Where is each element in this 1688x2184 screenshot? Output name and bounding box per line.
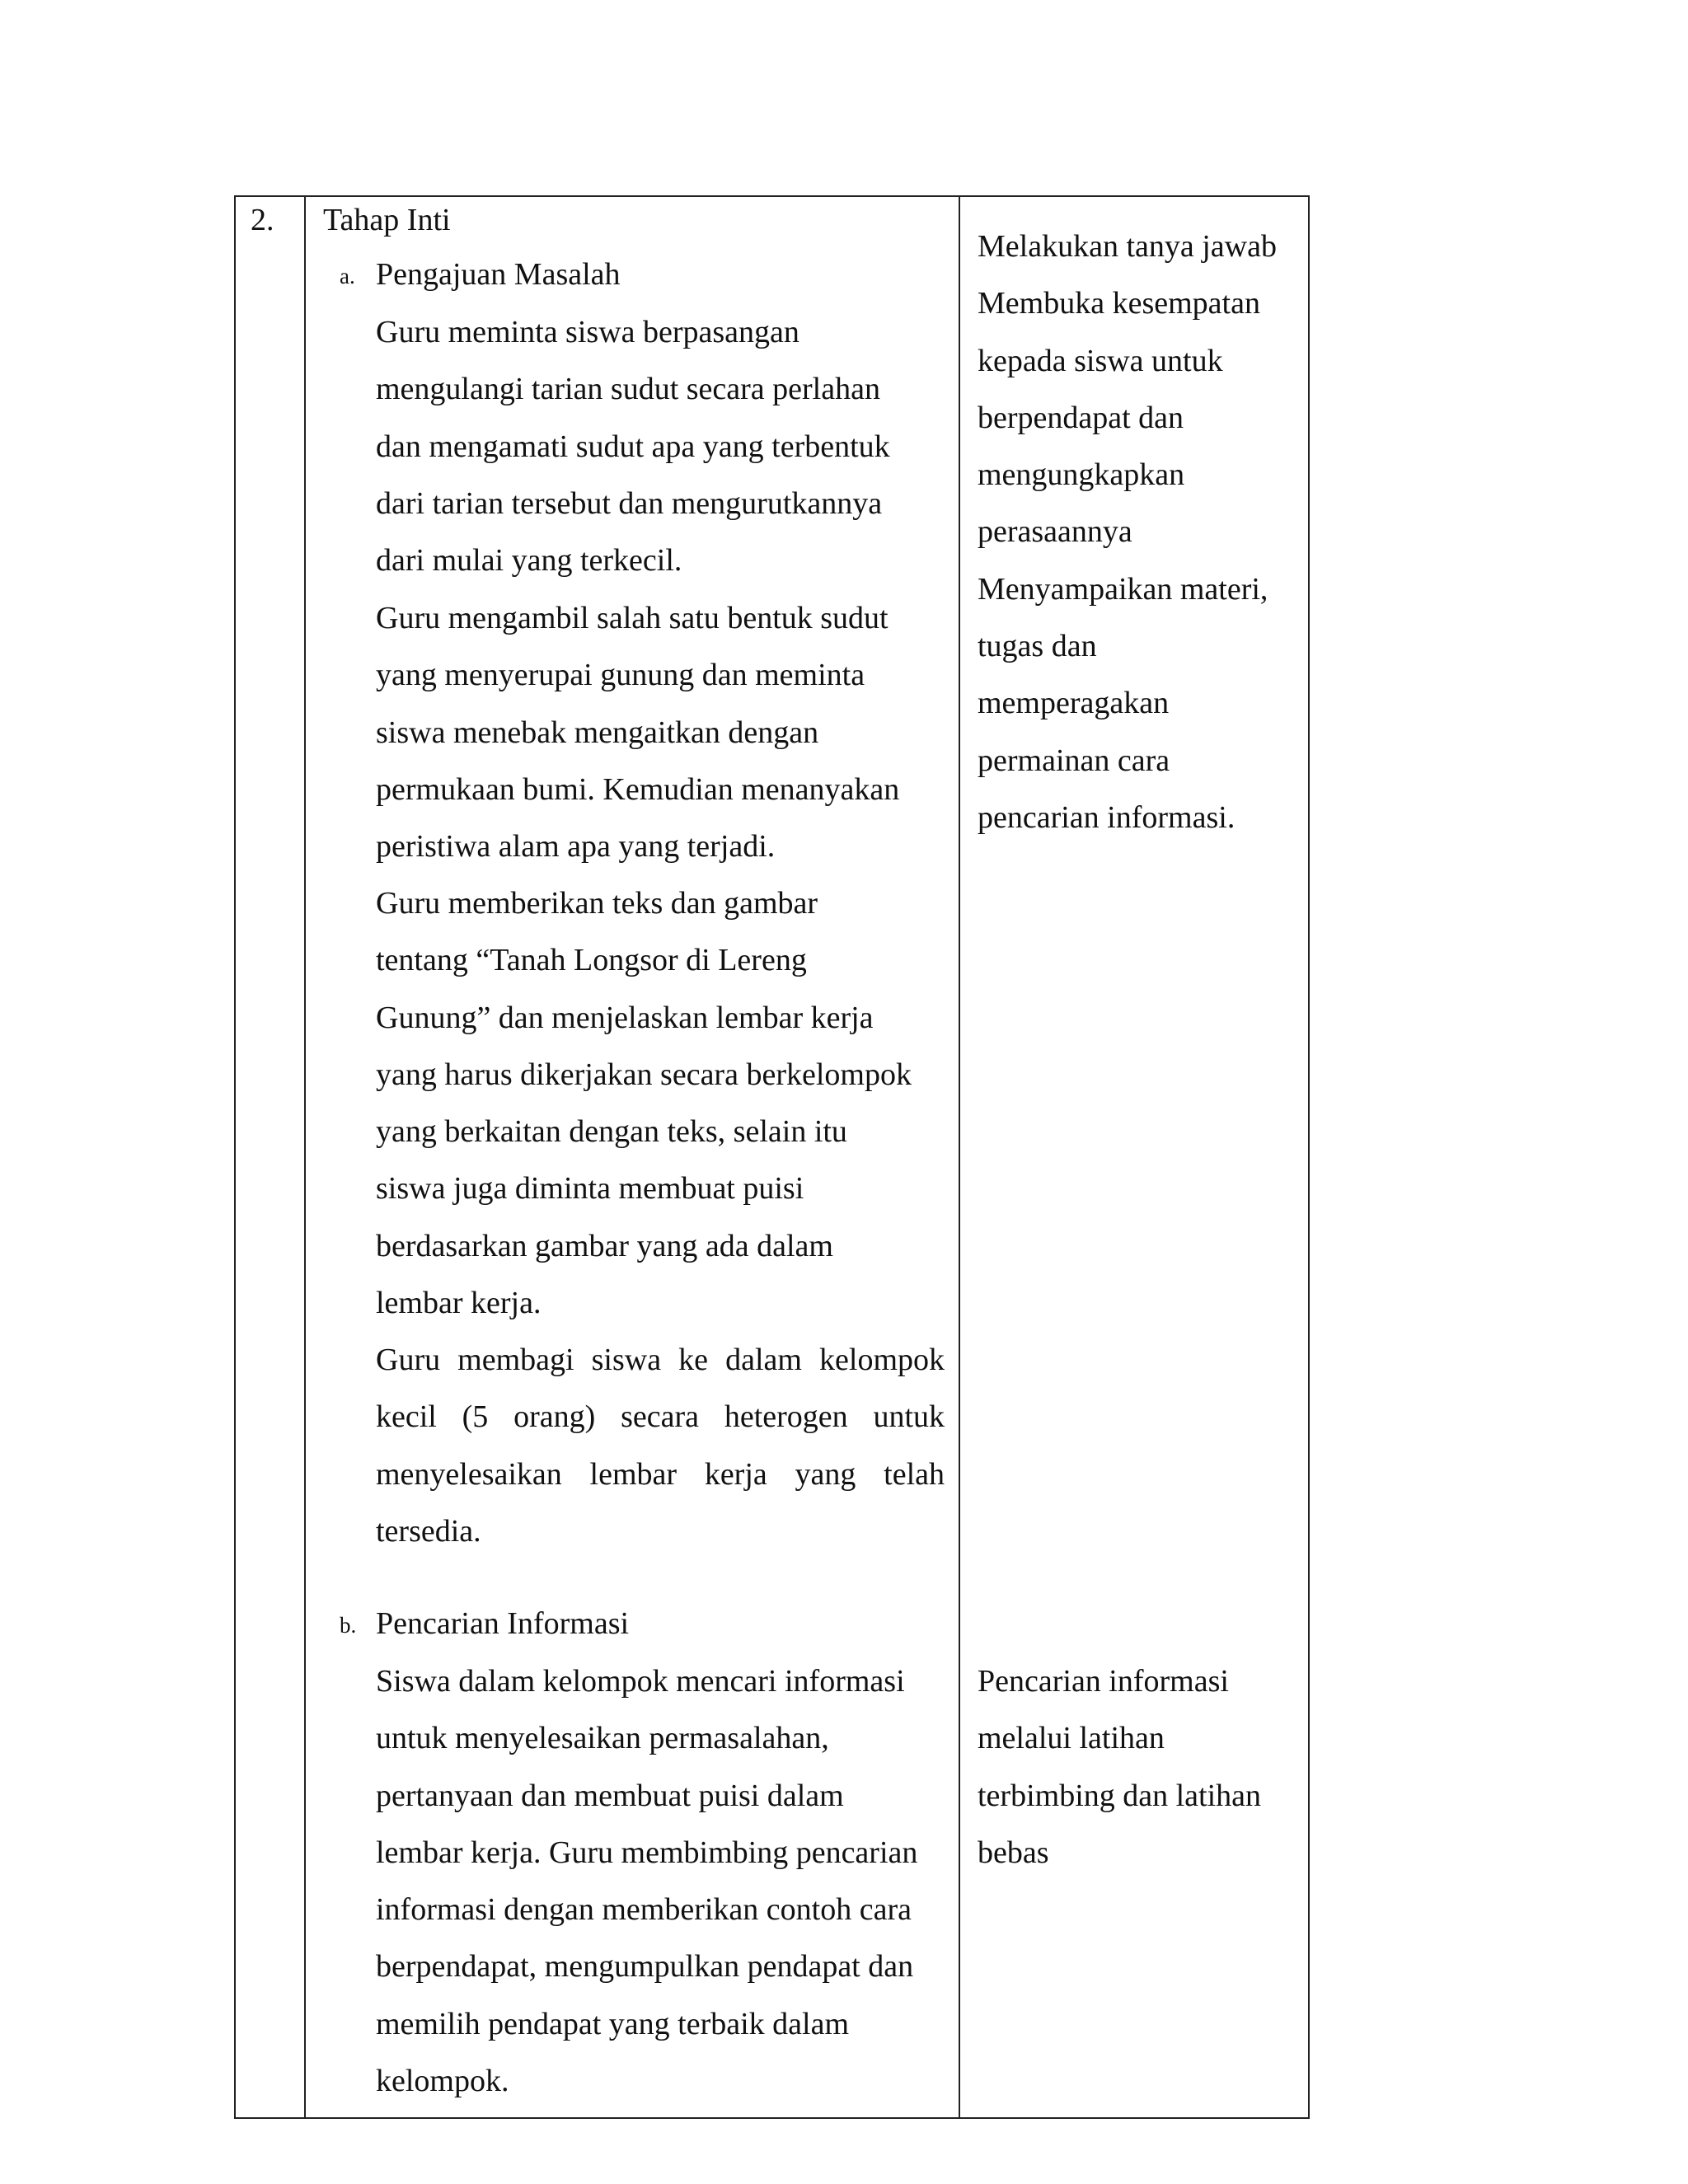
note-line: tugas dan [978, 629, 1097, 664]
text-line: peristiwa alam apa yang terjadi. [376, 829, 776, 865]
text-line: informasi dengan memberikan contoh cara [376, 1892, 912, 1928]
text-line: yang harus dikerjakan secara berkelompok [376, 1057, 912, 1092]
note-line: Membuka kesempatan [978, 286, 1260, 321]
section-a-paragraph-2 [376, 590, 899, 875]
column-divider-2 [959, 197, 960, 2117]
text-line: berdasarkan gambar yang ada dalam [376, 1228, 833, 1263]
row-number: 2. [251, 203, 274, 237]
section-a-paragraph-1 [376, 304, 890, 589]
text-line: Gunung” dan menjelaskan lembar kerja [376, 1000, 874, 1035]
list-marker-a: a. [340, 264, 355, 288]
text-line: pertanyaan dan membuat puisi dalam [376, 1778, 844, 1813]
text-line: kelompok. [376, 2064, 509, 2099]
right-column-notes-a [978, 218, 1277, 846]
text-line: permukaan bumi. Kemudian menanyakan [376, 771, 900, 807]
text-line: dan mengamati sudut apa yang terbentuk [376, 429, 890, 464]
section-b-title: Pencarian Informasi [376, 1606, 630, 1641]
text-line: siswa menebak mengaitkan dengan [376, 715, 819, 750]
note-line: bebas [978, 1835, 1049, 1870]
right-column-notes-b [978, 1653, 1261, 1882]
note-line: memperagakan [978, 686, 1170, 721]
text-line: dari mulai yang terkecil. [376, 543, 682, 579]
text-line: siswa juga diminta membuat puisi [376, 1171, 804, 1207]
text-line: tersedia. [376, 1513, 481, 1549]
text-line: Guru meminta siswa berpasangan [376, 315, 799, 349]
text-line: tentang “Tanah Longsor di Lereng [376, 943, 807, 978]
section-b-paragraph [376, 1653, 917, 2110]
text-line: Guru mengambil salah satu bentuk sudut [376, 601, 889, 635]
text-line: kecil (5 orang) secara heterogen untuk [376, 1399, 945, 1435]
text-line: lembar kerja. Guru membimbing pencarian [376, 1835, 918, 1870]
text-line: Guru membagi siswa ke dalam kelompok [376, 1343, 945, 1377]
text-line: yang berkaitan dengan teks, selain itu [376, 1114, 847, 1150]
text-line: menyelesaikan lembar kerja yang telah [376, 1456, 945, 1492]
text-line: yang menyerupai gunung dan meminta [376, 658, 865, 693]
note-line: terbimbing dan latihan [978, 1778, 1262, 1813]
section-a-paragraph-4 [376, 1332, 945, 1560]
text-line: mengulangi tarian sudut secara perlahan [376, 372, 880, 407]
text-line: Siswa dalam kelompok mencari informasi [376, 1664, 905, 1699]
text-line: Guru memberikan teks dan gambar [376, 886, 818, 921]
section-a-title: Pengajuan Masalah [376, 257, 621, 292]
stage-title: Tahap Inti [323, 203, 451, 237]
list-marker-b: b. [340, 1613, 357, 1638]
note-line: mengungkapkan [978, 457, 1185, 493]
note-line: kepada siswa untuk [978, 343, 1223, 378]
note-line: Pencarian informasi [978, 1664, 1229, 1699]
note-line: permainan cara [978, 743, 1170, 778]
note-line: Menyampaikan materi, [978, 571, 1268, 607]
text-line: memilih pendapat yang terbaik dalam [376, 2006, 850, 2041]
activity-table [234, 195, 1310, 2119]
text-line: berpendapat, mengumpulkan pendapat dan [376, 1949, 914, 1985]
note-line: berpendapat dan [978, 400, 1184, 435]
note-line: melalui latihan [978, 1721, 1165, 1756]
text-line: lembar kerja. [376, 1286, 542, 1321]
note-line: Melakukan tanya jawab [978, 229, 1277, 264]
note-line: perasaannya [978, 514, 1132, 550]
column-divider-1 [304, 197, 306, 2117]
text-line: dari tarian tersebut dan mengurutkannya [376, 485, 883, 521]
note-line: pencarian informasi. [978, 799, 1236, 835]
text-line: untuk menyelesaikan permasalahan, [376, 1721, 829, 1756]
section-a-paragraph-3 [376, 875, 912, 1332]
